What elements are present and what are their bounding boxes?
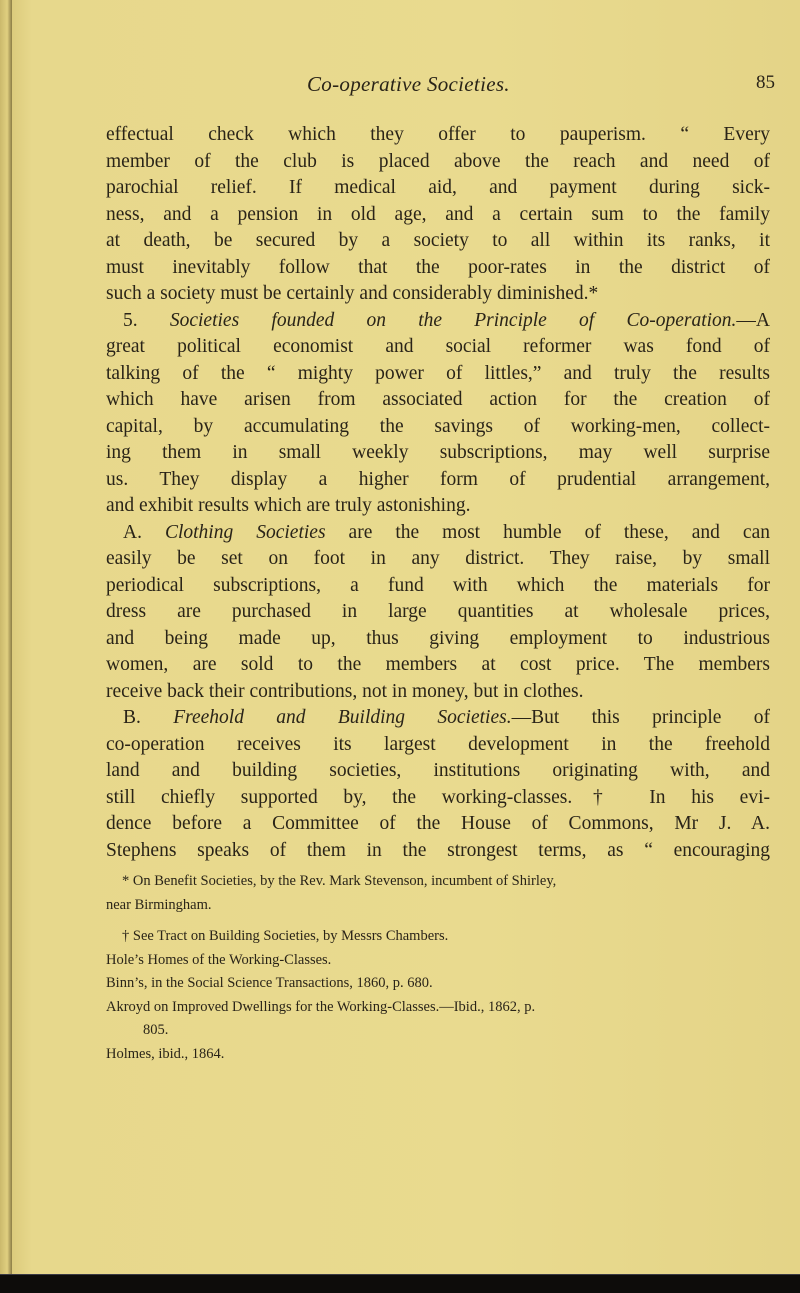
footnote-line: Hole’s Homes of the Working-Classes. <box>106 951 332 968</box>
text-line <box>106 546 770 573</box>
text-line <box>106 175 770 202</box>
text-segment: talking of the “ mighty power of littles,” and truly the results <box>106 362 770 384</box>
text-segment: —But this principle of <box>511 707 770 728</box>
page-number: 85 <box>756 72 775 93</box>
text-segment: effectual check which they offer to pauperism. “ Every <box>106 124 770 145</box>
footnote-line: Binn’s, in the Social Science Transactions, 1860, p. 680. <box>106 975 433 991</box>
italic-heading: Freehold and Building Societies. <box>173 707 512 728</box>
text-line <box>106 334 770 361</box>
text-segment: dence before a Committee of the House of Commons, Mr J. A. <box>106 813 770 834</box>
footnote-line: Akroyd on Improved Dwellings for the Working-Classes.—Ibid., 1862, p. <box>106 998 536 1015</box>
body-text <box>106 122 770 864</box>
italic-heading: Clothing Societies <box>164 521 326 543</box>
text-line <box>106 387 770 414</box>
text-line <box>106 785 770 812</box>
footnote-line: * On Benefit Societies, by the Rev. Mark Stevenson, incumbent of Shirley, <box>122 873 557 889</box>
footnote-line: † See Tract on Building Societies, by Messrs Chambers. <box>122 928 449 944</box>
text-line <box>106 308 770 335</box>
text-segment: receive back their contributions, not in money, but in clothes. <box>106 680 584 702</box>
text-line <box>106 122 770 149</box>
book-spine-edge <box>0 0 12 1276</box>
text-segment: ing them in small weekly subscriptions, may well surprise <box>106 442 770 463</box>
text-line <box>106 626 770 653</box>
text-segment: periodical subscriptions, a fund with which the materials for <box>106 574 770 596</box>
text-line <box>106 414 770 441</box>
text-line <box>106 652 770 679</box>
running-title: Co-operative Societies. <box>307 72 510 96</box>
footnote-line: 805. <box>143 1022 169 1038</box>
text-segment: land and building societies, institutions originating with, and <box>106 760 770 781</box>
text-line <box>106 493 770 520</box>
footnote-line: Holmes, ibid., 1864. <box>106 1045 225 1062</box>
page-header <box>0 72 800 102</box>
text-segment: B. <box>123 707 174 728</box>
text-segment: easily be set on foot in any district. They raise, by small <box>106 548 770 569</box>
text-line <box>106 599 770 626</box>
text-segment: and being made up, thus giving employment to industrious <box>106 627 770 649</box>
text-line <box>106 732 770 759</box>
text-segment: A. <box>123 521 165 543</box>
text-segment: ness, and a pension in old age, and a certain sum to the family <box>106 203 770 225</box>
footnotes <box>106 870 770 1066</box>
text-segment: —A <box>736 309 770 331</box>
text-segment: 5. <box>123 309 170 331</box>
text-segment: dress are purchased in large quantities at wholesale prices, <box>106 601 770 622</box>
text-segment: such a society must be certainly and considerably diminished.* <box>106 283 599 304</box>
text-line <box>106 228 770 255</box>
text-line <box>106 467 770 494</box>
text-segment: which have arisen from associated action for the creation of <box>106 389 770 410</box>
text-line <box>106 202 770 229</box>
text-line <box>106 758 770 785</box>
text-segment: at death, be secured by a society to all within its ranks, it <box>106 230 770 251</box>
text-segment: are the most humble of these, and can <box>325 521 770 543</box>
text-segment: co-operation receives its largest development in the freehold <box>106 733 770 755</box>
italic-heading: Societies founded on the Principle of Co-operation. <box>169 309 737 331</box>
text-segment: must inevitably follow that the poor-rates in the district of <box>106 256 770 278</box>
text-line <box>106 149 770 176</box>
text-segment: capital, by accumulating the savings of working-men, collect- <box>106 415 770 437</box>
text-segment: still chiefly supported by, the working-classes.† In his evi- <box>106 786 770 808</box>
text-line <box>106 255 770 282</box>
text-segment: Stephens speaks of them in the strongest terms, as “ encouraging <box>106 839 770 861</box>
text-line <box>106 520 770 547</box>
text-segment: member of the club is placed above the reach and need of <box>106 150 770 172</box>
text-line <box>106 679 770 706</box>
footnote-line: near Birmingham. <box>106 896 212 913</box>
text-line <box>106 573 770 600</box>
text-segment: us. They display a higher form of prudential arrangement, <box>106 468 770 490</box>
text-segment: and exhibit results which are truly astonishing. <box>106 495 471 516</box>
text-segment: great political economist and social reformer was fond of <box>106 336 770 357</box>
text-line <box>106 361 770 388</box>
text-line <box>106 705 770 732</box>
scan-background-edge <box>0 1274 800 1293</box>
text-line <box>106 838 770 865</box>
text-line <box>106 440 770 467</box>
text-segment: parochial relief. If medical aid, and payment during sick- <box>106 177 770 198</box>
text-line <box>106 281 770 308</box>
text-line <box>106 811 770 838</box>
text-segment: women, are sold to the members at cost price. The members <box>106 654 770 675</box>
